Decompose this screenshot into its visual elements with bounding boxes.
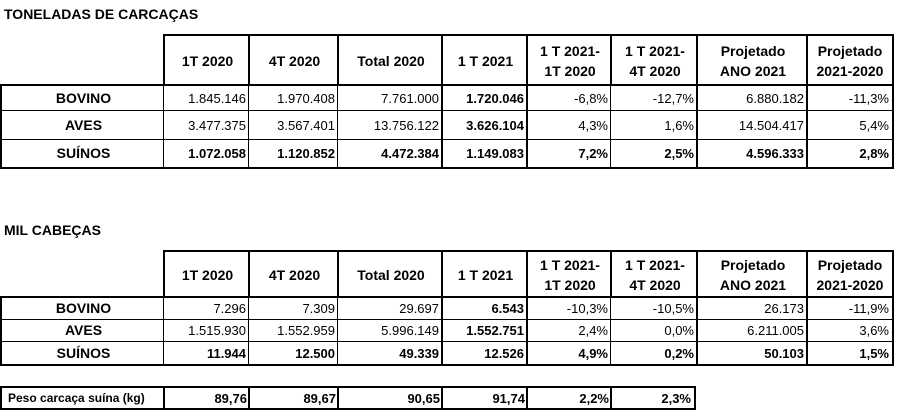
section2-header-7: Projetado ANO 2021 (696, 250, 808, 298)
section2-cell-suínos-5: 4,9% (526, 341, 611, 366)
section1-cell-aves-4: 3.626.104 (441, 110, 527, 139)
section1-cell-suínos-3: 4.472.384 (337, 139, 442, 169)
peso-carcaca-cell-2: 89,67 (248, 386, 339, 410)
section1-cell-suínos-2: 1.120.852 (248, 139, 338, 169)
section1-header-4: 1 T 2021 (441, 34, 528, 86)
section2-cell-bovino-1: 7.296 (163, 296, 249, 319)
section2-cell-bovino-8: -11,9% (806, 296, 894, 319)
section1-header-3: Total 2020 (337, 34, 443, 86)
section2-cell-suínos-1: 11.944 (163, 341, 249, 366)
section2-cell-bovino-5: -10,3% (526, 296, 611, 319)
section1-row-label-bovino: BOVINO (0, 84, 165, 110)
section2-cell-aves-6: 0,0% (610, 319, 697, 341)
peso-carcaca-cell-5: 2,2% (526, 386, 612, 410)
section1-cell-bovino-6: -12,7% (610, 84, 697, 110)
section2-cell-bovino-4: 6.543 (441, 296, 527, 319)
section1-cell-aves-7: 14.504.417 (696, 110, 807, 139)
section1-cell-bovino-1: 1.845.146 (163, 84, 249, 110)
section2-header-6: 1 T 2021- 4T 2020 (610, 250, 698, 298)
section1-header-8: Projetado 2021-2020 (806, 34, 894, 86)
section-title-mil-cabecas: MIL CABEÇAS (4, 222, 101, 238)
section1-header-7: Projetado ANO 2021 (696, 34, 808, 86)
section1-cell-suínos-4: 1.149.083 (441, 139, 527, 169)
section1-cell-suínos-1: 1.072.058 (163, 139, 249, 169)
section2-header-8: Projetado 2021-2020 (806, 250, 894, 298)
section2-cell-aves-1: 1.515.930 (163, 319, 249, 341)
peso-carcaca-cell-4: 91,74 (441, 386, 528, 410)
section2-header-4: 1 T 2021 (441, 250, 528, 298)
section1-header-6: 1 T 2021- 4T 2020 (610, 34, 698, 86)
peso-carcaca-label: Peso carcaça suína (kg) (0, 386, 165, 410)
section2-row-label-aves: AVES (0, 319, 165, 341)
section1-cell-aves-3: 13.756.122 (337, 110, 442, 139)
section2-cell-bovino-3: 29.697 (337, 296, 442, 319)
section1-cell-suínos-7: 4.596.333 (696, 139, 807, 169)
section2-cell-suínos-6: 0,2% (610, 341, 697, 366)
section1-cell-bovino-4: 1.720.046 (441, 84, 527, 110)
section1-cell-suínos-6: 2,5% (610, 139, 697, 169)
section2-cell-aves-2: 1.552.959 (248, 319, 338, 341)
section2-header-5: 1 T 2021- 1T 2020 (526, 250, 612, 298)
section2-cell-bovino-6: -10,5% (610, 296, 697, 319)
section1-row-label-suínos: SUÍNOS (0, 139, 165, 169)
section2-header-2: 4T 2020 (248, 250, 339, 298)
section1-cell-aves-6: 1,6% (610, 110, 697, 139)
section1-cell-bovino-2: 1.970.408 (248, 84, 338, 110)
section2-row-label-suínos: SUÍNOS (0, 341, 165, 366)
section1-cell-suínos-5: 7,2% (526, 139, 611, 169)
section1-cell-bovino-5: -6,8% (526, 84, 611, 110)
section2-cell-suínos-7: 50.103 (696, 341, 807, 366)
section2-header-3: Total 2020 (337, 250, 443, 298)
section2-cell-suínos-8: 1,5% (806, 341, 894, 366)
section2-row-label-bovino: BOVINO (0, 296, 165, 319)
section1-cell-bovino-8: -11,3% (806, 84, 894, 110)
section2-cell-suínos-4: 12.526 (441, 341, 527, 366)
section1-cell-aves-5: 4,3% (526, 110, 611, 139)
section2-cell-suínos-3: 49.339 (337, 341, 442, 366)
section-title-toneladas: TONELADAS DE CARCAÇAS (4, 6, 199, 22)
section2-cell-suínos-2: 12.500 (248, 341, 338, 366)
section1-header-2: 4T 2020 (248, 34, 339, 86)
section2-cell-aves-7: 6.211.005 (696, 319, 807, 341)
section2-cell-bovino-7: 26.173 (696, 296, 807, 319)
section1-cell-aves-8: 5,4% (806, 110, 894, 139)
section1-cell-bovino-7: 6.880.182 (696, 84, 807, 110)
section2-cell-bovino-2: 7.309 (248, 296, 338, 319)
section1-row-label-aves: AVES (0, 110, 165, 139)
peso-carcaca-cell-3: 90,65 (337, 386, 443, 410)
section1-cell-aves-1: 3.477.375 (163, 110, 249, 139)
section2-cell-aves-3: 5.996.149 (337, 319, 442, 341)
section2-cell-aves-5: 2,4% (526, 319, 611, 341)
section1-header-5: 1 T 2021- 1T 2020 (526, 34, 612, 86)
peso-carcaca-cell-6: 2,3% (610, 386, 696, 410)
section2-header-1: 1T 2020 (163, 250, 250, 298)
section1-cell-suínos-8: 2,8% (806, 139, 894, 169)
section2-cell-aves-4: 1.552.751 (441, 319, 527, 341)
section2-cell-aves-8: 3,6% (806, 319, 894, 341)
section1-cell-bovino-3: 7.761.000 (337, 84, 442, 110)
section1-cell-aves-2: 3.567.401 (248, 110, 338, 139)
peso-carcaca-cell-1: 89,76 (163, 386, 250, 410)
section1-header-1: 1T 2020 (163, 34, 250, 86)
